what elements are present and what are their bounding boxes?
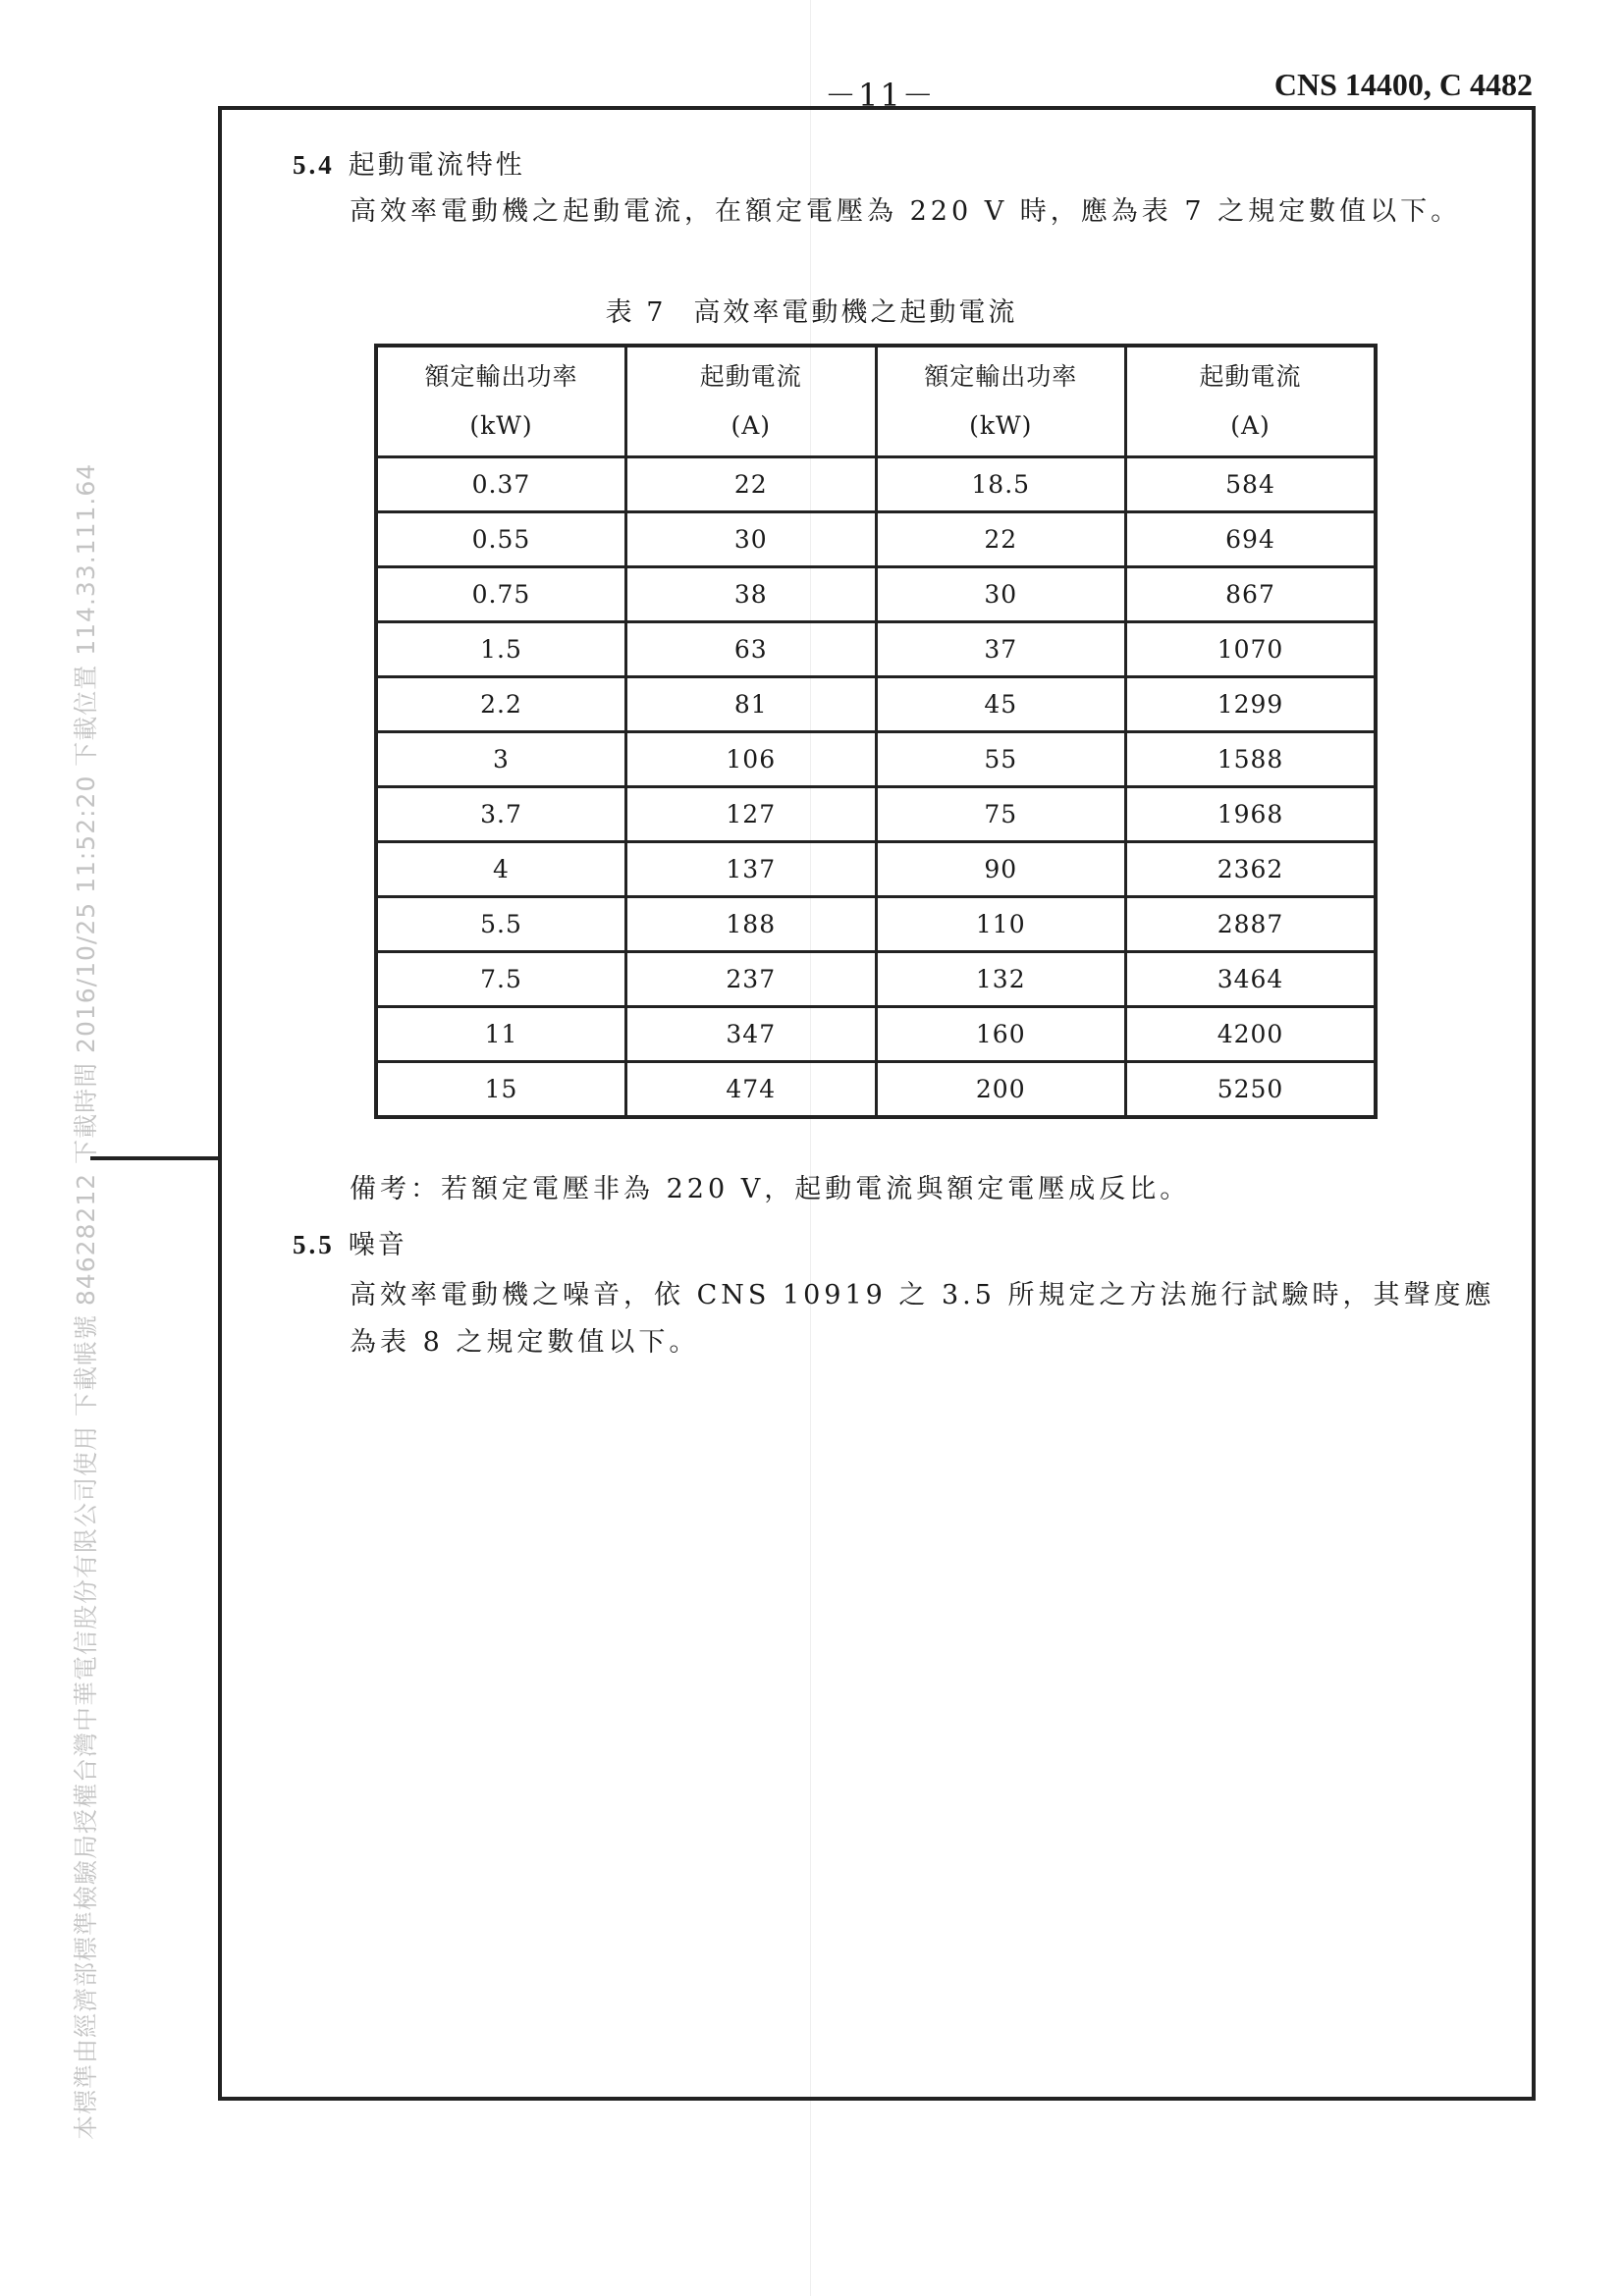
table-cell: 2.2 <box>376 677 626 732</box>
section-5-5-text-line1: 高效率電動機之噪音，依 CNS 10919 之 3.5 所規定之方法施行試驗時，其聲度應 <box>350 1280 1495 1310</box>
table-cell: 137 <box>626 842 877 897</box>
header-unit: (A) <box>1230 411 1271 440</box>
table-cell: 30 <box>876 567 1126 622</box>
table-cell: 0.37 <box>376 457 626 512</box>
header-unit: (kW) <box>469 411 533 440</box>
table-cell: 474 <box>626 1062 877 1118</box>
table-cell: 347 <box>626 1007 877 1062</box>
table-row <box>376 567 1376 622</box>
table-cell: 127 <box>626 787 877 842</box>
table-row <box>376 1007 1376 1062</box>
section-5-5-text-line2: 為表 8 之規定數值以下。 <box>350 1327 700 1358</box>
table-cell: 160 <box>876 1007 1126 1062</box>
table-row <box>376 897 1376 952</box>
table-cell: 0.55 <box>376 512 626 567</box>
table-cell: 188 <box>626 897 877 952</box>
table-cell: 15 <box>376 1062 626 1118</box>
table-cell: 237 <box>626 952 877 1007</box>
table-row <box>376 622 1376 677</box>
table-cell: 4200 <box>1126 1007 1377 1062</box>
table-cell: 3.7 <box>376 787 626 842</box>
table-cell: 867 <box>1126 567 1377 622</box>
table-cell: 5.5 <box>376 897 626 952</box>
section-title: 噪音 <box>348 1230 407 1260</box>
table-cell: 3464 <box>1126 952 1377 1007</box>
header-label: 起動電流 <box>699 362 802 391</box>
table-cell: 90 <box>876 842 1126 897</box>
table-cell: 18.5 <box>876 457 1126 512</box>
table-cell: 1968 <box>1126 787 1377 842</box>
table-cell: 30 <box>626 512 877 567</box>
remark-note: 備考：若額定電壓非為 220 V，起動電流與額定電壓成反比。 <box>350 1174 1191 1204</box>
section-title: 起動電流特性 <box>348 150 525 181</box>
table-cell: 1299 <box>1126 677 1377 732</box>
section-5-4-heading <box>293 143 525 182</box>
table-cell: 694 <box>1126 512 1377 567</box>
standard-number: CNS 14400, C 4482 <box>1273 67 1533 102</box>
header-label: 額定輸出功率 <box>424 362 578 391</box>
table-cell: 63 <box>626 622 877 677</box>
header-cell <box>1126 346 1377 457</box>
table-cell: 22 <box>626 457 877 512</box>
table-body <box>376 457 1376 1118</box>
table-row <box>376 787 1376 842</box>
table-cell: 37 <box>876 622 1126 677</box>
table-row <box>376 457 1376 512</box>
table-cell: 7.5 <box>376 952 626 1007</box>
table-cell: 110 <box>876 897 1126 952</box>
table-caption-label: 表 7 <box>605 297 667 328</box>
table-caption <box>0 291 1623 329</box>
table-cell: 4 <box>376 842 626 897</box>
download-watermark: 本標準由經濟部標準檢驗局授權台灣中華電信股份有限公司使用 下載帳號 84628212 下載時間 2016/10/25 11:52:20 下載位置 114.33.111.64 <box>72 462 100 2140</box>
table-row <box>376 732 1376 787</box>
table-cell: 45 <box>876 677 1126 732</box>
table-cell: 5250 <box>1126 1062 1377 1118</box>
table-row <box>376 677 1376 732</box>
table-cell: 0.75 <box>376 567 626 622</box>
table-cell: 75 <box>876 787 1126 842</box>
frame-connector-line <box>90 1156 220 1160</box>
table-cell: 3 <box>376 732 626 787</box>
table-cell: 1.5 <box>376 622 626 677</box>
section-number: 5.5 <box>293 1230 335 1259</box>
table-cell: 22 <box>876 512 1126 567</box>
section-5-4-text: 高效率電動機之起動電流，在額定電壓為 220 V 時，應為表 7 之規定數值以下。 <box>350 196 1462 227</box>
section-5-5-heading <box>293 1223 407 1261</box>
header-cell <box>876 346 1126 457</box>
header-label: 起動電流 <box>1199 362 1302 391</box>
header-label: 額定輸出功率 <box>924 362 1078 391</box>
table-row <box>376 842 1376 897</box>
table-row <box>376 1062 1376 1118</box>
table-cell: 2887 <box>1126 897 1377 952</box>
table-row <box>376 512 1376 567</box>
table-cell: 200 <box>876 1062 1126 1118</box>
table-cell: 81 <box>626 677 877 732</box>
table-cell: 132 <box>876 952 1126 1007</box>
header-cell <box>626 346 877 457</box>
table-cell: 106 <box>626 732 877 787</box>
header-cell <box>376 346 626 457</box>
table-cell: 584 <box>1126 457 1377 512</box>
table-cell: 11 <box>376 1007 626 1062</box>
table-header-row <box>376 346 1376 457</box>
table-caption-title: 高效率電動機之起動電流 <box>693 297 1018 328</box>
table-cell: 55 <box>876 732 1126 787</box>
table-cell: 38 <box>626 567 877 622</box>
header-unit: (kW) <box>969 411 1033 440</box>
page-number: －11－ <box>825 77 936 114</box>
table-cell: 1588 <box>1126 732 1377 787</box>
table-cell: 2362 <box>1126 842 1377 897</box>
section-number: 5.4 <box>293 150 335 180</box>
table-cell: 1070 <box>1126 622 1377 677</box>
starting-current-table <box>374 344 1378 1119</box>
table-row <box>376 952 1376 1007</box>
header-unit: (A) <box>730 411 772 440</box>
